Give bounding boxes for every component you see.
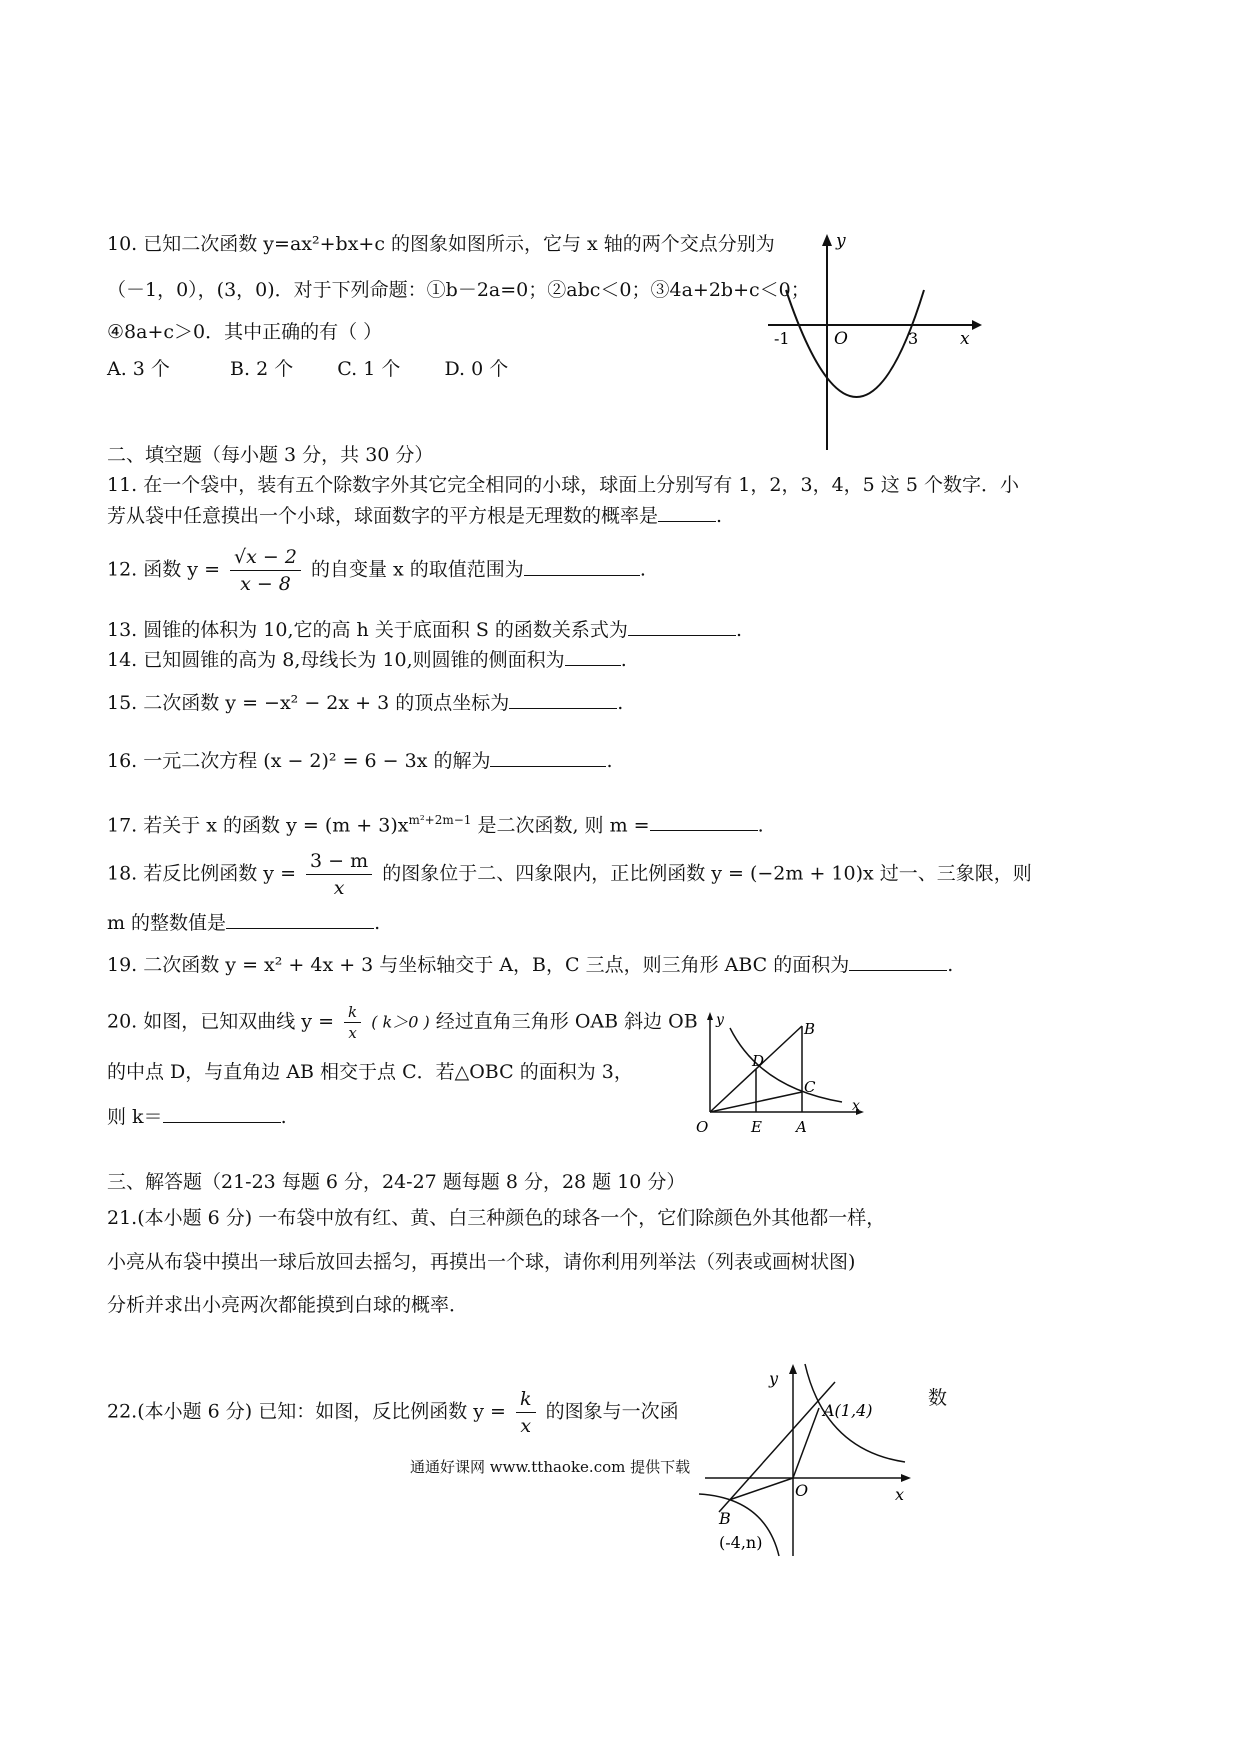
q17-text: 17. 若关于 x 的函数 y = (m + 3)x [107, 814, 409, 837]
q13-answer-blank[interactable] [628, 617, 736, 636]
q22-y-axis-arrow [789, 1364, 797, 1374]
q20-numerator: k [344, 1002, 361, 1023]
section2-heading: 二、填空题（每小题 3 分，共 30 分） [107, 444, 434, 466]
q12-suffix: 的自变量 x 的取值范围为 [311, 558, 524, 581]
q18-answer-blank[interactable] [226, 910, 374, 929]
q13: 13. 圆锥的体积为 10,它的高 h 关于底面积 S 的函数关系式为 . [107, 619, 742, 641]
q12: 12. 函数 y = $\frac{√x - 2}{x - 8}$ 的自变量 x 的取值范围为 . [107, 546, 646, 595]
q20-c-label: C [804, 1078, 816, 1096]
q22-x-axis-arrow [901, 1474, 911, 1482]
q20-line1 [107, 1002, 698, 1043]
q22-line1 [107, 1386, 679, 1439]
q20-line2: 的中点 D，与直角边 AB 相交于点 C．若△OBC 的面积为 3， [107, 1061, 633, 1083]
q18-numerator: 3 − m [306, 848, 372, 875]
q22-b-label: B [719, 1509, 731, 1528]
q22-o-label: O [795, 1481, 809, 1500]
q22-denominator: x [520, 1415, 532, 1437]
q18-line1 [107, 848, 1032, 901]
q20-d-label: D [752, 1052, 765, 1070]
q20-a-label: A [796, 1118, 807, 1136]
q20-prefix: 20. 如图，已知双曲线 y = [107, 1010, 334, 1033]
q13-text: 13. 圆锥的体积为 10,它的高 h 关于底面积 S 的函数关系式为 [107, 619, 628, 641]
q17-exponent: m²+2m−1 [408, 813, 472, 827]
q18-suffix: 的图象位于二、四象限内，正比例函数 y = (−2m + 10)x 过一、三象限，则 [382, 862, 1032, 885]
q14-text: 14. 已知圆锥的高为 8,母线长为 10,则圆锥的侧面积为 [107, 649, 565, 671]
q10-option-a: A. 3 个 [107, 358, 170, 380]
q10-y-axis-arrow [822, 234, 832, 246]
q17-suffix: 是二次函数, 则 m = [471, 814, 650, 837]
q20-answer-blank[interactable] [163, 1104, 281, 1123]
q21-line2: 小亮从布袋中摸出一球后放回去摇匀，再摸出一个球，请你利用列举法（列表或画树状图) [107, 1251, 856, 1273]
q18-line2-text: m 的整数值是 [107, 912, 227, 934]
q20-b-label: B [804, 1020, 816, 1038]
q22-prefix: 22.(本小题 6 分) 已知：如图，反比例函数 y = [107, 1400, 506, 1423]
q22-segment-oa [793, 1408, 819, 1478]
q16: 16. 一元二次方程 (x − 2)² = 6 − 3x 的解为 . [107, 750, 613, 772]
q18-denominator: x [333, 877, 345, 899]
q16-text: 16. 一元二次方程 (x − 2)² = 6 − 3x 的解为 [107, 750, 491, 772]
q11-answer-blank[interactable] [658, 503, 716, 522]
q10-x-label: x [960, 329, 970, 349]
section3-heading: 三、解答题（21-23 每题 6 分，24-27 题每题 8 分，28 题 10 分） [107, 1171, 686, 1193]
q20-fraction [344, 1002, 361, 1043]
q10-left-root-label: -1 [774, 329, 790, 348]
q20-hyperbola-curve [730, 1028, 842, 1102]
q21-line3: 分析并求出小亮两次都能摸到白球的概率． [107, 1294, 469, 1316]
q15: 15. 二次函数 y = −x² − 2x + 3 的顶点坐标为 . [107, 692, 624, 714]
q22-suffix: 的图象与一次函 [545, 1400, 679, 1423]
q10-options [107, 357, 508, 381]
q22-b-coord-label: (-4,n) [719, 1533, 763, 1552]
footer-text: 通通好课网 www.tthaoke.com 提供下载 [410, 1458, 691, 1476]
q10-line3: ④8a+c＞0．其中正确的有（ ） [107, 321, 383, 343]
q19-answer-blank[interactable] [849, 952, 947, 971]
q10-line2: （－1，0），(3，0)．对于下列命题：①b－2a=0；②abc＜0；③4a+2b+c＜0； [107, 279, 810, 301]
q19-text: 19. 二次函数 y = x² + 4x + 3 与坐标轴交于 A，B，C 三点，则三角形 ABC 的面积为 [107, 954, 850, 976]
q22-graph [695, 1360, 915, 1560]
q18-line2: m 的整数值是 . [107, 912, 381, 934]
q20-y-label: y [716, 1012, 724, 1028]
q22-numerator: k [516, 1386, 536, 1413]
q20-condition: ( k＞0 ) [371, 1012, 430, 1032]
q20-hyperbola-graph [690, 1008, 870, 1140]
q10-parabola-graph [760, 228, 990, 460]
q12-answer-blank[interactable] [524, 557, 640, 576]
q12-numerator: √x − 2 [230, 544, 301, 571]
q20-suffix: 经过直角三角形 OAB 斜边 OB [435, 1010, 698, 1033]
q20-line3-text: 则 k＝ [107, 1106, 163, 1128]
q10-right-root-label: 3 [908, 329, 919, 348]
q14-answer-blank[interactable] [565, 647, 621, 666]
q12-prefix: 12. 函数 y = [107, 558, 220, 581]
q10-y-label: y [836, 231, 846, 251]
q22-tail: 数 [928, 1387, 948, 1409]
q18-fraction [306, 848, 372, 901]
q22-y-label: y [769, 1369, 779, 1388]
q20-line3: 则 k＝ . [107, 1106, 287, 1128]
q22-x-label: x [895, 1485, 905, 1504]
q10-option-b: B. 2 个 [230, 358, 294, 380]
q20-o-label: O [696, 1118, 709, 1136]
q17-answer-blank[interactable] [650, 812, 758, 831]
q10-option-d: D. 0 个 [444, 358, 509, 380]
q10-line1: 10. 已知二次函数 y=ax²+bx+c 的图象如图所示，它与 x 轴的两个交点分别为 [107, 233, 775, 255]
q20-denominator: x [348, 1024, 357, 1042]
q20-y-axis-arrow [707, 1012, 713, 1020]
q15-answer-blank[interactable] [509, 690, 617, 709]
q22-fraction [516, 1386, 536, 1439]
q11-line2-text: 芳从袋中任意摸出一个小球，球面数字的平方根是无理数的概率是 [107, 505, 659, 527]
q11-line2: 芳从袋中任意摸出一个小球，球面数字的平方根是无理数的概率是 . [107, 505, 723, 527]
q10-parabola-curve [786, 290, 924, 397]
q10-option-c: C. 1 个 [337, 358, 401, 380]
q20-x-label: x [852, 1098, 860, 1114]
q21-line1: 21.(本小题 6 分) 一布袋中放有红、黄、白三种颜色的球各一个，它们除颜色外其他都一样， [107, 1207, 886, 1229]
q10-origin-label: O [834, 329, 848, 349]
q14: 14. 已知圆锥的高为 8,母线长为 10,则圆锥的侧面积为 . [107, 649, 627, 671]
q11-line1: 11. 在一个袋中，装有五个除数字外其它完全相同的小球，球面上分别写有 1，2，3，4，5 这 5 个数字．小 [107, 474, 1019, 496]
q15-text: 15. 二次函数 y = −x² − 2x + 3 的顶点坐标为 [107, 692, 510, 714]
q18-prefix: 18. 若反比例函数 y = [107, 862, 296, 885]
q22-a-label: A(1,4) [823, 1401, 873, 1420]
q17: 17. 若关于 x 的函数 $y = (m + 3)x^{m^2+2m-1}$ 是二次函数, 则 m = . [107, 813, 764, 837]
q16-answer-blank[interactable] [490, 748, 606, 767]
q12-denominator: x − 8 [240, 573, 291, 595]
q10-x-axis-arrow [972, 320, 982, 330]
q12-fraction [230, 544, 301, 597]
q20-e-label: E [751, 1118, 762, 1136]
q19: 19. 二次函数 y = x² + 4x + 3 与坐标轴交于 A，B，C 三点，则三角形 ABC 的面积为 . [107, 954, 954, 976]
